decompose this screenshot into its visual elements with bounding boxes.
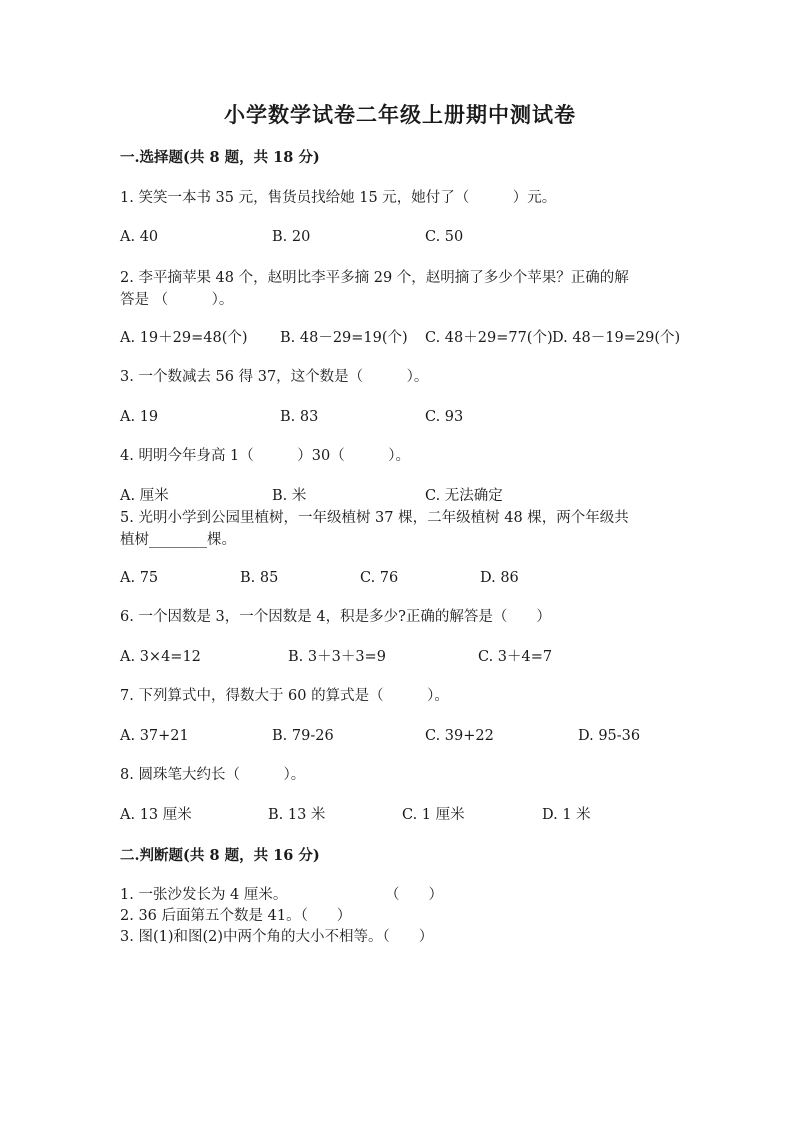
question-5-stem-line1: 5. 光明小学到公园里植树，一年级植树 37 棵，二年级植树 48 棵，两个年级共 <box>120 510 629 526</box>
q3-option-b: B. 83 <box>280 409 319 425</box>
q2-option-a: A. 19＋29=48(个) <box>120 330 248 346</box>
q5-option-b: B. 85 <box>240 570 279 586</box>
question-3-stem: 3. 一个数减去 56 得 37，这个数是（ ）。 <box>120 369 429 385</box>
section-heading-judgement: 二.判断题(共 8 题，共 16 分) <box>120 847 320 864</box>
q6-option-c: C. 3＋4=7 <box>478 649 553 665</box>
q1-option-b: B. 20 <box>272 229 311 245</box>
q7-option-d: D. 95-36 <box>578 728 641 744</box>
q5-option-a: A. 75 <box>120 570 159 586</box>
q1-option-c: C. 50 <box>425 229 464 245</box>
q8-option-a: A. 13 厘米 <box>120 807 192 823</box>
q4-option-c: C. 无法确定 <box>425 488 503 504</box>
q2-option-c: C. 48＋29=77(个) <box>425 330 553 346</box>
q5-option-d: D. 86 <box>480 570 519 586</box>
question-6-stem: 6. 一个因数是 3，一个因数是 4，积是多少?正确的解答是（ ） <box>120 609 551 625</box>
question-4-stem: 4. 明明今年身高 1（ ）30（ ）。 <box>120 448 410 464</box>
question-7-stem: 7. 下列算式中，得数大于 60 的算式是（ ）。 <box>120 688 449 704</box>
question-8-stem: 8. 圆珠笔大约长（ ）。 <box>120 767 306 783</box>
page-title: 小学数学试卷二年级上册期中测试卷 <box>224 102 576 127</box>
q4-option-a: A. 厘米 <box>120 488 169 504</box>
q5-option-c: C. 76 <box>360 570 399 586</box>
q8-option-b: B. 13 米 <box>268 807 326 823</box>
judgement-item-3: 3. 图(1)和图(2)中两个角的大小不相等。（ ） <box>120 929 434 945</box>
q7-option-b: B. 79-26 <box>272 728 334 744</box>
judgement-item-1-blank: （ ） <box>385 887 443 903</box>
question-2-stem-line1: 2. 李平摘苹果 48 个，赵明比李平多摘 29 个，赵明摘了多少个苹果？正确的解 <box>120 270 629 286</box>
section-heading-choice: 一.选择题(共 8 题，共 18 分) <box>120 149 320 166</box>
q1-option-a: A. 40 <box>120 229 159 245</box>
q2-option-d: D. 48－19=29(个) <box>552 330 681 346</box>
q3-option-a: A. 19 <box>120 409 159 425</box>
q4-option-b: B. 米 <box>272 488 307 504</box>
judgement-item-2: 2. 36 后面第五个数是 41。（ ） <box>120 908 352 924</box>
judgement-item-1: 1. 一张沙发长为 4 厘米。 <box>120 887 288 903</box>
question-1-stem: 1. 笑笑一本书 35 元，售货员找给她 15 元，她付了（ ）元。 <box>120 190 557 206</box>
q7-option-c: C. 39+22 <box>425 728 494 744</box>
q7-option-a: A. 37+21 <box>120 728 189 744</box>
question-2-stem-line2: 答是 （ ）。 <box>120 292 234 308</box>
question-5-stem-line2: 植树________棵。 <box>120 532 236 548</box>
q8-option-d: D. 1 米 <box>542 807 591 823</box>
q6-option-a: A. 3×4=12 <box>120 649 201 665</box>
q3-option-c: C. 93 <box>425 409 464 425</box>
q6-option-b: B. 3＋3＋3=9 <box>288 649 386 665</box>
q2-option-b: B. 48－29=19(个) <box>280 330 408 346</box>
q8-option-c: C. 1 厘米 <box>402 807 465 823</box>
